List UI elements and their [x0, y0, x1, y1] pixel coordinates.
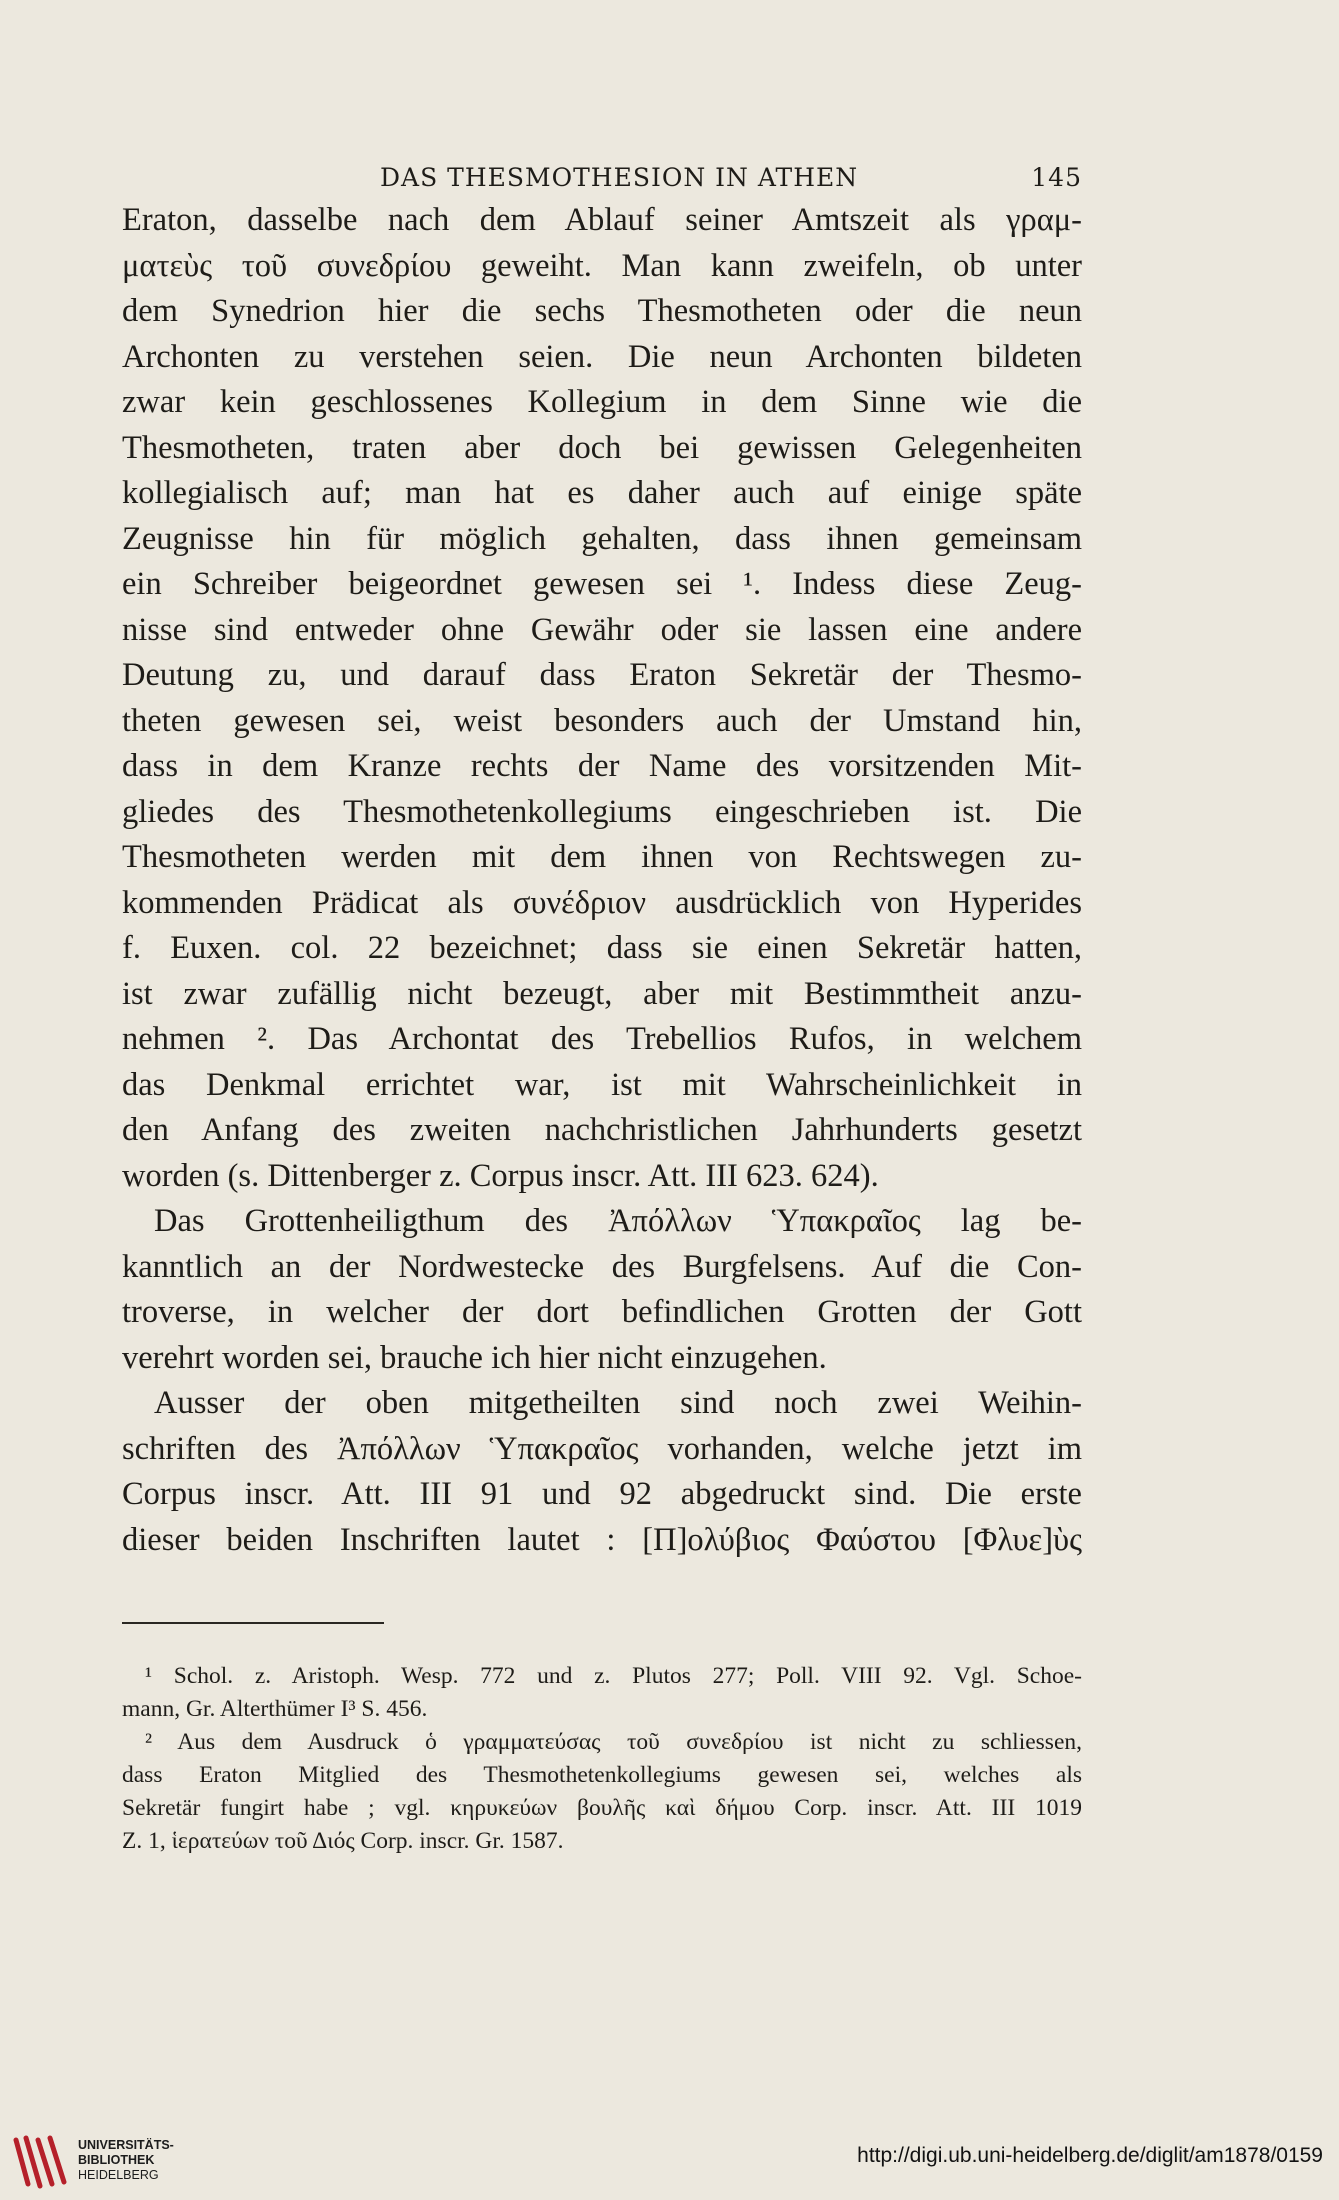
- text-line: ein Schreiber beigeordnet gewesen sei ¹. Indess diese Zeug-: [122, 566, 1082, 602]
- footnote-line: mann, Gr. Alterthümer I³ S. 456.: [122, 1696, 428, 1722]
- text-line: kollegialisch auf; man hat es daher auch auf einige späte: [122, 475, 1082, 511]
- text-line: theten gewesen sei, weist besonders auch der Umstand hin,: [122, 702, 1082, 739]
- text-line: ist zwar zufällig nicht bezeugt, aber mit Bestimmtheit anzu-: [122, 975, 1082, 1012]
- text-line: zwar kein geschlossenes Kollegium in dem Sinne wie die: [122, 384, 1082, 420]
- text-line: dieser beiden Inschriften lautet : [Π]ολύβιος Φαύστου [Φλυε]ὺς: [122, 1521, 1082, 1558]
- university-library-logo-icon: [10, 2132, 70, 2192]
- text-line: schriften des Ἀπόλλων Ὑπακραῖος vorhanden, welche jetzt im: [122, 1430, 1082, 1467]
- text-line: Thesmotheten werden mit dem ihnen von Rechtswegen zu-: [122, 839, 1082, 875]
- text-line: Archonten zu verstehen seien. Die neun Archonten bildeten: [122, 338, 1082, 375]
- library-name-line-3: HEIDELBERG: [78, 2168, 159, 2182]
- text-line: ματεὺς τοῦ συνεδρίου geweiht. Man kann zweifeln, ob unter: [122, 247, 1082, 284]
- library-name: [78, 2138, 174, 2183]
- text-line: Eraton, dasselbe nach dem Ablauf seiner Amtszeit als γραμ-: [122, 202, 1082, 238]
- text-line: Das Grottenheiligthum des Ἀπόλλων Ὑπακραῖος lag be-: [154, 1203, 1082, 1239]
- source-url-link[interactable]: http://digi.ub.uni-heidelberg.de/diglit/am1878/0159: [857, 2144, 1323, 2167]
- text-line: worden (s. Dittenberger z. Corpus inscr. Att. III 623. 624).: [122, 1157, 879, 1194]
- footnotes: [122, 1660, 1082, 1858]
- text-line: nehmen ². Das Archontat des Trebellios Rufos, in welchem: [122, 1021, 1082, 1057]
- text-line: Ausser der oben mitgetheilten sind noch zwei Weihin-: [154, 1385, 1082, 1421]
- body-text: [122, 198, 1082, 1563]
- text-line: das Denkmal errichtet war, ist mit Wahrscheinlichkeit in: [122, 1066, 1082, 1103]
- text-line: kanntlich an der Nordwestecke des Burgfelsens. Auf die Con-: [122, 1248, 1082, 1285]
- running-title: DAS THESMOTHESION IN ATHEN: [380, 163, 859, 192]
- footnote-line: Z. 1, ἱερατεύων τοῦ Διός Corp. inscr. Gr. 1587.: [122, 1828, 564, 1854]
- footnote-divider: [122, 1622, 384, 1624]
- text-line: Corpus inscr. Att. III 91 und 92 abgedruckt sind. Die erste: [122, 1476, 1082, 1512]
- text-line: nisse sind entweder ohne Gewähr oder sie lassen eine andere: [122, 611, 1082, 648]
- text-line: Deutung zu, und darauf dass Eraton Sekretär der Thesmo-: [122, 657, 1082, 693]
- text-line: dem Synedrion hier die sechs Thesmotheten oder die neun: [122, 293, 1082, 329]
- footnote-line: ¹ Schol. z. Aristoph. Wesp. 772 und z. Plutos 277; Poll. VIII 92. Vgl. Schoe-: [145, 1663, 1082, 1689]
- footnote-line: Sekretär fungirt habe ; vgl. κηρυκεύων βουλῆς καὶ δήμου Corp. inscr. Att. III 1019: [122, 1795, 1082, 1821]
- text-line: dass in dem Kranze rechts der Name des vorsitzenden Mit-: [122, 748, 1082, 784]
- text-line: Zeugnisse hin für möglich gehalten, dass ihnen gemeinsam: [122, 520, 1082, 557]
- page-number: 145: [1031, 163, 1082, 192]
- footer: [0, 2126, 1339, 2200]
- footnote-line: ² Aus dem Ausdruck ὁ γραμματεύσας τοῦ συνεδρίου ist nicht zu schliessen,: [145, 1729, 1082, 1755]
- text-line: troverse, in welcher der dort befindlichen Grotten der Gott: [122, 1294, 1082, 1330]
- text-line: den Anfang des zweiten nachchristlichen Jahrhunderts gesetzt: [122, 1112, 1082, 1148]
- footnote-line: dass Eraton Mitglied des Thesmothetenkollegiums gewesen sei, welches als: [122, 1762, 1082, 1788]
- text-line: kommenden Prädicat als συνέδριον ausdrücklich von Hyperides: [122, 884, 1082, 921]
- text-line: f. Euxen. col. 22 bezeichnet; dass sie einen Sekretär hatten,: [122, 930, 1082, 966]
- library-name-line-1: UNIVERSITÄTS-: [78, 2138, 174, 2152]
- library-name-line-2: BIBLIOTHEK: [78, 2153, 155, 2167]
- text-line: Thesmotheten, traten aber doch bei gewissen Gelegenheiten: [122, 429, 1082, 466]
- text-line: verehrt worden sei, brauche ich hier nicht einzugehen.: [122, 1339, 827, 1376]
- text-line: gliedes des Thesmothetenkollegiums eingeschrieben ist. Die: [122, 793, 1082, 830]
